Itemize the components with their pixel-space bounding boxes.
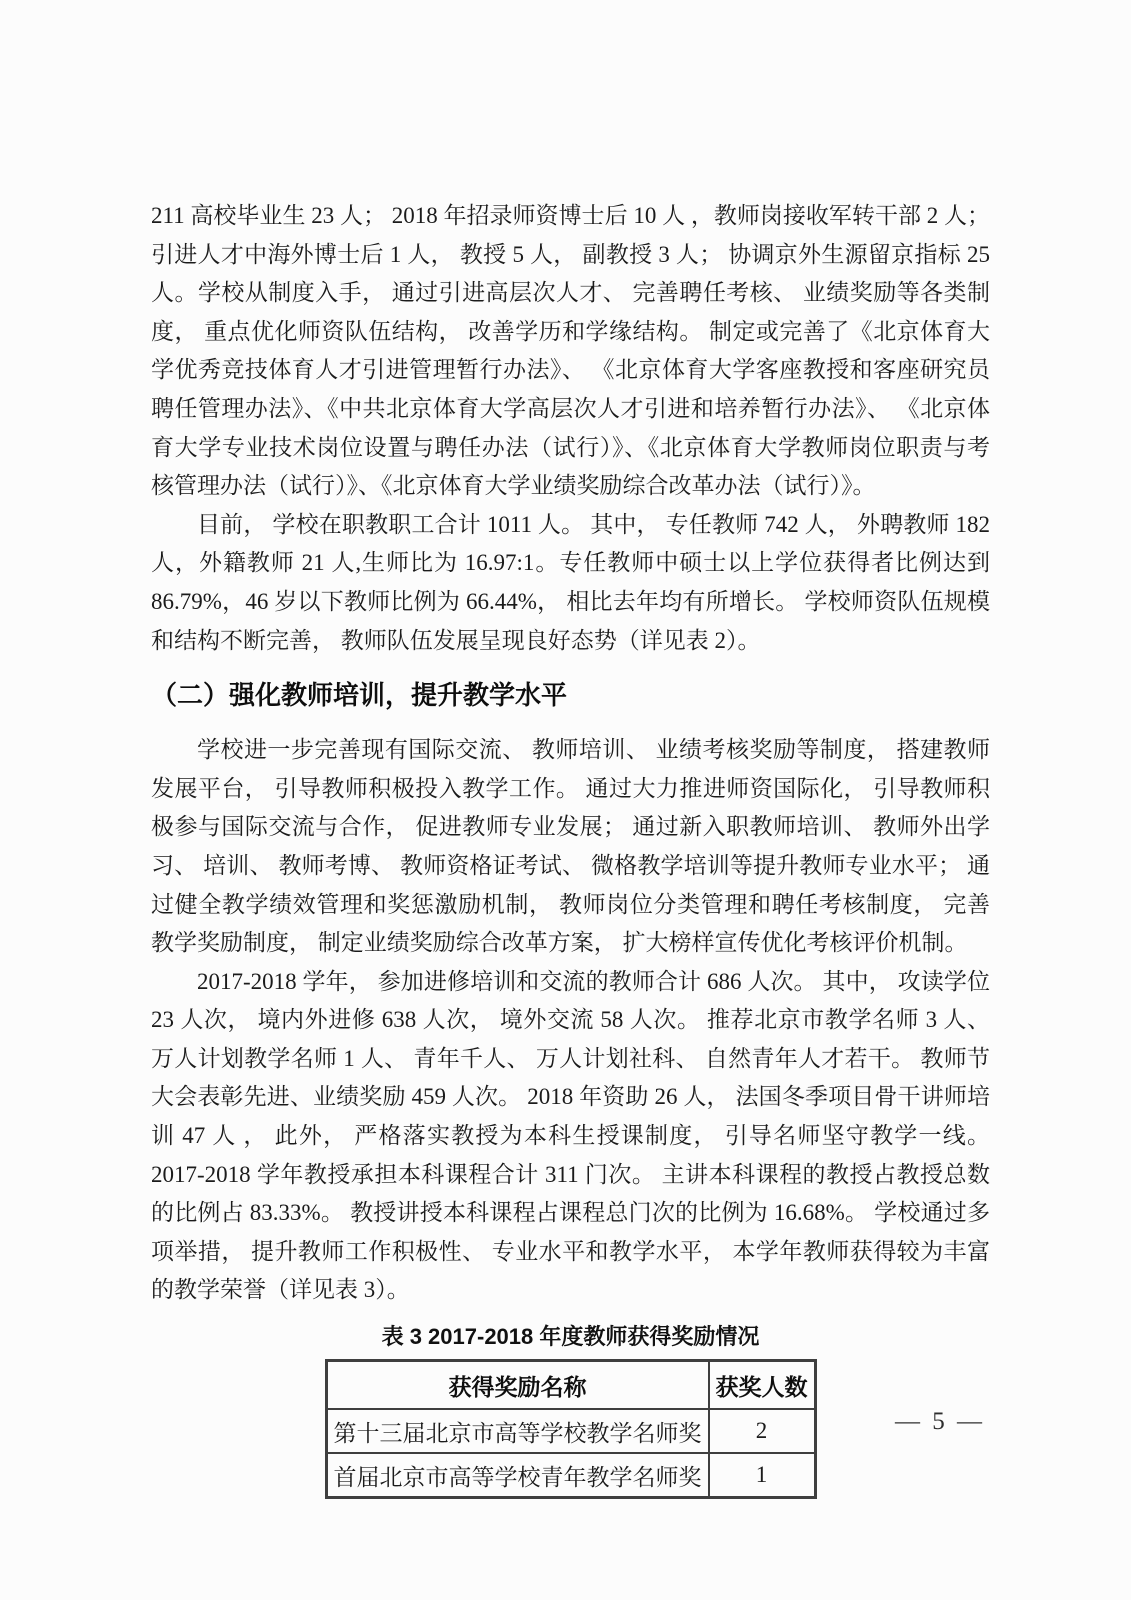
award-count-cell: 1 <box>709 1453 816 1498</box>
page-content <box>151 197 990 1499</box>
paragraph-training-statistics: 2017-2018 学年， 参加进修培训和交流的教师合计 686 人次。 其中， 攻读学位 23 人次， 境内外进修 638 人次， 境外交流 58 人次。 推荐北京市教学名师 3 人、 万人计划教学名师 1 人、 青年千人、 万人计划社科、 自然青年人才若干。 教师节大会表彰先进、业绩奖励 459 人次。 2018 年资助 26 人， 法国冬季项目骨干讲师培训 47 人 ， 此外， 严格落实教授为本科生授课制度， 引导名师坚守教学一线。 2017-2018 学年教授承担本科课程合计 311 门次。 主讲本科课程的教授占教授总数的比例占 83.33%。 教授讲授本科课程占课程总门次的比例为 16.68%。 学校通过多项举措， 提升教师工作积极性、 专业水平和教学水平， 本学年教师获得较为丰富的教学荣誉（详见表 3）。 <box>151 968 990 1303</box>
paragraph-teacher-training: 学校进一步完善现有国际交流、 教师培训、 业绩考核奖励等制度， 搭建教师发展平台， 引导教师积极投入教学工作。 通过大力推进师资国际化， 引导教师积极参与国际交流与合作， 促进教师专业发展； 通过新入职教师培训、 教师外出学习、 培训、 教师考博、 教师资格证考试、 微格教学培训等提升教师专业水平； 通过健全教学绩效管理和奖惩激励机制， 教师岗位分类管理和聘任考核制度， 完善教学奖励制度， 制定业绩奖励综合改革方案， 扩大榜样宣传优化考核评价机制。 <box>151 737 991 956</box>
awards-table <box>325 1359 817 1499</box>
award-name-cell: 首届北京市高等学校青年教学名师奖 <box>326 1453 709 1498</box>
header-award-name: 获得奖励名称 <box>326 1361 709 1410</box>
table-caption: 表 3 2017-2018 年度教师获得奖励情况 <box>381 1324 760 1350</box>
table-header-row <box>326 1361 815 1410</box>
awards-table-block <box>151 1322 990 1499</box>
table-row <box>326 1453 815 1498</box>
paragraph-staff-statistics: 目前， 学校在职教职工合计 1011 人。 其中， 专任教师 742 人， 外聘教师 182 人，外籍教师 21 人,生师比为 16.97:1。专任教师中硕士以上学位获得者比例达到 86.79%，46 岁以下教师比例为 66.44%， 相比去年均有所增长。 学校师资队伍规模和结构不断完善， 教师队伍发展呈现良好态势（详见表 2）。 <box>151 511 990 653</box>
header-award-count: 获奖人数 <box>709 1361 816 1410</box>
award-count-cell: 2 <box>709 1409 816 1453</box>
paragraph-recruitment-continued: 211 高校毕业生 23 人； 2018 年招录师资博士后 10 人 ，教师岗接收军转干部 2 人； 引进人才中海外博士后 1 人， 教授 5 人， 副教授 3 人； 协调京外生源留京指标 25 人。学校从制度入手， 通过引进高层次人才、 完善聘任考核、 业绩奖励等各类制度， 重点优化师资队伍结构， 改善学历和学缘结构。 制定或完善了《北京体育大学优秀竞技体育人才引进管理暂行办法》、 《北京体育大学客座教授和客座研究员聘任管理办法》、《中共北京体育大学高层次人才引进和培养暂行办法》、 《北京体育大学专业技术岗位设置与聘任办法（试行）》、《北京体育大学教师岗位职责与考核管理办法（试行）》、《北京体育大学业绩奖励综合改革办法（试行）》。 <box>151 203 990 499</box>
table-row <box>326 1409 815 1453</box>
page-number: — 5 — <box>895 1408 985 1435</box>
section-heading: （二）强化教师培训，提升教学水平 <box>151 680 568 711</box>
award-name-cell: 第十三届北京市高等学校教学名师奖 <box>326 1409 709 1453</box>
